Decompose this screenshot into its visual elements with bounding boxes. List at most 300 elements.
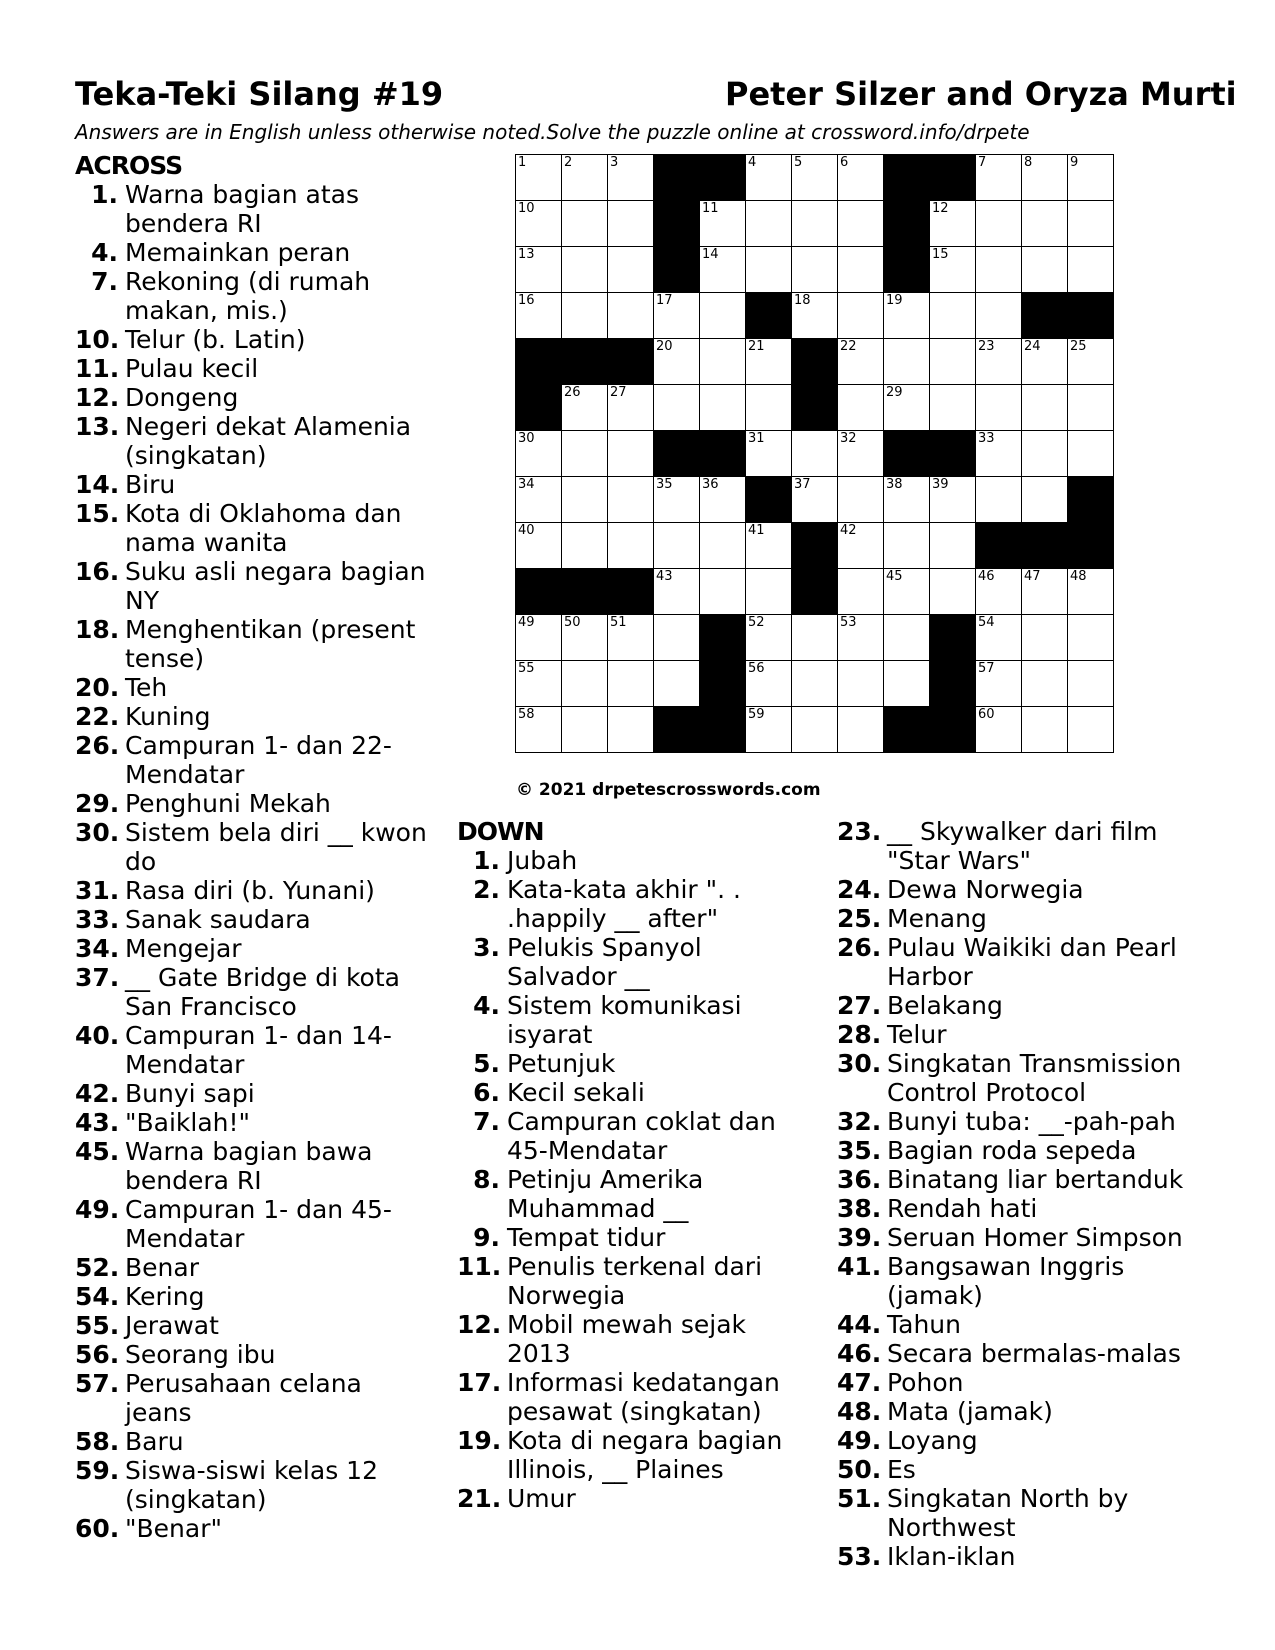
clue-number: 18.: [75, 615, 120, 644]
grid-cell[interactable]: [745, 614, 792, 661]
grid-cell[interactable]: [791, 292, 838, 339]
clue-text: Siswa-siswi kelas 12 (singkatan): [125, 1456, 378, 1514]
clue-text: Baru: [125, 1427, 184, 1456]
clue-number: 12.: [457, 1310, 502, 1339]
clue-item: [75, 934, 435, 963]
black-square: [653, 430, 700, 477]
grid-cell[interactable]: [975, 476, 1022, 523]
grid-cell[interactable]: [699, 568, 746, 615]
clue-number: 50.: [837, 1455, 882, 1484]
grid-cell[interactable]: [791, 614, 838, 661]
clue-number: 37.: [75, 963, 120, 992]
clue-item: [457, 1368, 817, 1426]
clue-item: [837, 904, 1197, 933]
across-clues: [75, 180, 435, 1543]
clue-item: [75, 354, 435, 383]
clue-item: [837, 1397, 1197, 1426]
grid-cell[interactable]: [975, 568, 1022, 615]
clue-number: 24.: [837, 875, 882, 904]
clue-number: 34.: [75, 934, 120, 963]
grid-cell[interactable]: [883, 660, 930, 707]
grid-cell[interactable]: [515, 154, 562, 201]
grid-cell[interactable]: [837, 430, 884, 477]
grid-cell[interactable]: [883, 568, 930, 615]
cell-number: 38: [886, 477, 903, 492]
black-square: [929, 614, 976, 661]
grid-cell[interactable]: [515, 660, 562, 707]
clue-item: [75, 1427, 435, 1456]
clue-text: Menang: [887, 904, 987, 933]
grid-cell[interactable]: [745, 660, 792, 707]
grid-cell[interactable]: [515, 706, 562, 753]
grid-cell[interactable]: [515, 246, 562, 293]
black-square: [883, 706, 930, 753]
clue-text: Tahun: [887, 1310, 961, 1339]
grid-cell[interactable]: [607, 430, 654, 477]
grid-cell[interactable]: [653, 338, 700, 385]
grid-cell[interactable]: [1021, 476, 1068, 523]
grid-cell[interactable]: [975, 292, 1022, 339]
grid-cell[interactable]: [1067, 384, 1114, 431]
grid-cell[interactable]: [1067, 154, 1114, 201]
clue-text: Warna bagian bawa bendera RI: [125, 1137, 373, 1195]
grid-cell[interactable]: [791, 154, 838, 201]
cell-number: 2: [564, 155, 573, 170]
grid-cell[interactable]: [653, 476, 700, 523]
clue-number: 11.: [75, 354, 120, 383]
black-square: [883, 200, 930, 247]
grid-cell[interactable]: [699, 338, 746, 385]
grid-cell[interactable]: [515, 614, 562, 661]
clue-number: 36.: [837, 1165, 882, 1194]
grid-cell[interactable]: [1021, 384, 1068, 431]
grid-cell[interactable]: [653, 660, 700, 707]
clue-item: [837, 1339, 1197, 1368]
puzzle-authors: Peter Silzer and Oryza Murti: [725, 75, 1237, 113]
clue-number: 53.: [837, 1542, 882, 1571]
black-square: [791, 338, 838, 385]
grid-cell[interactable]: [653, 292, 700, 339]
grid-cell[interactable]: [607, 292, 654, 339]
clue-number: 1.: [91, 180, 118, 209]
cell-number: 1: [518, 155, 527, 170]
cell-number: 59: [748, 707, 765, 722]
clue-item: [75, 412, 435, 470]
grid-cell[interactable]: [561, 200, 608, 247]
clue-text: Bagian roda sepeda: [887, 1136, 1137, 1165]
grid-cell[interactable]: [1021, 154, 1068, 201]
grid-cell[interactable]: [1021, 660, 1068, 707]
grid-cell[interactable]: [1067, 430, 1114, 477]
cell-number: 40: [518, 523, 535, 538]
clue-text: Informasi kedatangan pesawat (singkatan): [507, 1368, 780, 1426]
grid-cell[interactable]: [929, 476, 976, 523]
clue-item: [75, 1195, 435, 1253]
grid-cell[interactable]: [837, 246, 884, 293]
grid-cell[interactable]: [1067, 568, 1114, 615]
grid-cell[interactable]: [653, 614, 700, 661]
grid-cell[interactable]: [745, 430, 792, 477]
cell-number: 4: [748, 155, 757, 170]
clue-number: 48.: [837, 1397, 882, 1426]
grid-cell[interactable]: [1067, 660, 1114, 707]
clue-item: [837, 1252, 1197, 1310]
grid-cell[interactable]: [883, 292, 930, 339]
clue-item: [837, 1165, 1197, 1194]
clue-item: [837, 817, 1197, 875]
clue-text: Campuran 1- dan 45-Mendatar: [125, 1195, 392, 1253]
clue-text: Sistem komunikasi isyarat: [507, 991, 742, 1049]
black-square: [699, 706, 746, 753]
black-square: [791, 568, 838, 615]
cell-number: 15: [932, 247, 949, 262]
clue-text: Seruan Homer Simpson: [887, 1223, 1183, 1252]
clue-number: 11.: [457, 1252, 502, 1281]
clue-number: 31.: [75, 876, 120, 905]
cell-number: 41: [748, 523, 765, 538]
clue-number: 54.: [75, 1282, 120, 1311]
grid-cell[interactable]: [653, 522, 700, 569]
grid-cell[interactable]: [607, 522, 654, 569]
grid-cell[interactable]: [791, 430, 838, 477]
grid-cell[interactable]: [515, 476, 562, 523]
clue-text: Rekoning (di rumah makan, mis.): [125, 267, 371, 325]
grid-cell[interactable]: [561, 384, 608, 431]
grid-cell[interactable]: [1067, 246, 1114, 293]
black-square: [699, 154, 746, 201]
clue-text: Warna bagian atas bendera RI: [125, 180, 359, 238]
grid-cell[interactable]: [745, 200, 792, 247]
clue-item: [837, 1020, 1197, 1049]
clue-item: [75, 383, 435, 412]
across-heading: ACROSS: [75, 151, 183, 180]
grid-cell[interactable]: [699, 292, 746, 339]
clue-number: 58.: [75, 1427, 120, 1456]
clue-text: Bangsawan Inggris (jamak): [887, 1252, 1125, 1310]
grid-cell[interactable]: [929, 338, 976, 385]
clue-number: 33.: [75, 905, 120, 934]
grid-cell[interactable]: [975, 200, 1022, 247]
grid-cell[interactable]: [699, 384, 746, 431]
black-square: [1067, 522, 1114, 569]
cell-number: 24: [1024, 339, 1041, 354]
grid-cell[interactable]: [975, 430, 1022, 477]
grid-cell[interactable]: [883, 522, 930, 569]
clue-text: Pulau Waikiki dan Pearl Harbor: [887, 933, 1177, 991]
grid-cell[interactable]: [975, 246, 1022, 293]
grid-cell[interactable]: [975, 660, 1022, 707]
grid-cell[interactable]: [561, 292, 608, 339]
cell-number: 55: [518, 661, 535, 676]
grid-cell[interactable]: [883, 338, 930, 385]
grid-cell[interactable]: [561, 660, 608, 707]
grid-cell[interactable]: [699, 522, 746, 569]
cell-number: 34: [518, 477, 535, 492]
grid-cell[interactable]: [837, 706, 884, 753]
clue-number: 47.: [837, 1368, 882, 1397]
cell-number: 25: [1070, 339, 1087, 354]
grid-cell[interactable]: [1021, 338, 1068, 385]
clue-number: 21.: [457, 1484, 502, 1513]
cell-number: 6: [840, 155, 849, 170]
grid-cell[interactable]: [745, 384, 792, 431]
black-square: [883, 154, 930, 201]
clue-item: [837, 1107, 1197, 1136]
grid-cell[interactable]: [837, 568, 884, 615]
cell-number: 19: [886, 293, 903, 308]
grid-cell[interactable]: [929, 292, 976, 339]
grid-cell[interactable]: [561, 154, 608, 201]
grid-cell[interactable]: [607, 614, 654, 661]
clue-number: 26.: [837, 933, 882, 962]
black-square: [929, 430, 976, 477]
clue-text: Sanak saudara: [125, 905, 311, 934]
black-square: [699, 660, 746, 707]
cell-number: 3: [610, 155, 619, 170]
clue-text: Binatang liar bertanduk: [887, 1165, 1184, 1194]
clue-item: [75, 615, 435, 673]
cell-number: 42: [840, 523, 857, 538]
grid-cell[interactable]: [837, 660, 884, 707]
grid-cell[interactable]: [653, 568, 700, 615]
grid-cell[interactable]: [929, 522, 976, 569]
black-square: [1067, 292, 1114, 339]
grid-cell[interactable]: [975, 614, 1022, 661]
grid-cell[interactable]: [1067, 338, 1114, 385]
black-square: [883, 430, 930, 477]
black-square: [745, 476, 792, 523]
black-square: [1067, 476, 1114, 523]
grid-cell[interactable]: [791, 476, 838, 523]
clue-text: Rendah hati: [887, 1194, 1038, 1223]
grid-cell[interactable]: [975, 706, 1022, 753]
grid-cell[interactable]: [837, 476, 884, 523]
cell-number: 17: [656, 293, 673, 308]
clue-item: [837, 875, 1197, 904]
grid-cell[interactable]: [975, 338, 1022, 385]
grid-cell[interactable]: [791, 706, 838, 753]
clue-number: 4.: [91, 238, 118, 267]
clue-text: Biru: [125, 470, 176, 499]
grid-cell[interactable]: [1021, 430, 1068, 477]
cell-number: 37: [794, 477, 811, 492]
clue-number: 7.: [473, 1107, 500, 1136]
grid-cell[interactable]: [929, 200, 976, 247]
clue-item: [837, 1542, 1197, 1571]
grid-cell[interactable]: [699, 200, 746, 247]
clue-item: [75, 557, 435, 615]
clue-number: 20.: [75, 673, 120, 702]
grid-cell[interactable]: [929, 384, 976, 431]
clue-number: 26.: [75, 731, 120, 760]
cell-number: 50: [564, 615, 581, 630]
grid-cell[interactable]: [515, 200, 562, 247]
grid-cell[interactable]: [745, 246, 792, 293]
clue-item: [457, 1223, 817, 1252]
grid-cell[interactable]: [561, 246, 608, 293]
grid-cell[interactable]: [1021, 246, 1068, 293]
grid-cell[interactable]: [837, 292, 884, 339]
clue-text: Singkatan Transmission Control Protocol: [887, 1049, 1182, 1107]
cell-number: 52: [748, 615, 765, 630]
clue-number: 44.: [837, 1310, 882, 1339]
grid-cell[interactable]: [929, 568, 976, 615]
clue-text: Pulau kecil: [125, 354, 259, 383]
clue-number: 56.: [75, 1340, 120, 1369]
clue-number: 9.: [473, 1223, 500, 1252]
down-clues-continued: [837, 817, 1197, 1571]
clue-text: Kata-kata akhir ". . .happily __ after": [507, 875, 741, 933]
grid-cell[interactable]: [515, 522, 562, 569]
grid-cell[interactable]: [929, 246, 976, 293]
grid-cell[interactable]: [745, 338, 792, 385]
grid-cell[interactable]: [837, 154, 884, 201]
clue-text: Petunjuk: [507, 1049, 616, 1078]
cell-number: 57: [978, 661, 995, 676]
cell-number: 53: [840, 615, 857, 630]
grid-cell[interactable]: [699, 476, 746, 523]
grid-cell[interactable]: [1067, 614, 1114, 661]
clue-item: [457, 1252, 817, 1310]
grid-cell[interactable]: [561, 706, 608, 753]
clue-item: [75, 1253, 435, 1282]
clue-number: 49.: [75, 1195, 120, 1224]
clue-item: [457, 1078, 817, 1107]
grid-cell[interactable]: [607, 384, 654, 431]
clue-item: [837, 933, 1197, 991]
grid-cell[interactable]: [561, 430, 608, 477]
clue-text: Campuran 1- dan 22-Mendatar: [125, 731, 392, 789]
clue-text: Petinju Amerika Muhammad __: [507, 1165, 704, 1223]
grid-cell[interactable]: [561, 476, 608, 523]
grid-cell[interactable]: [607, 706, 654, 753]
clue-item: [75, 1514, 435, 1543]
cell-number: 5: [794, 155, 803, 170]
grid-cell[interactable]: [607, 660, 654, 707]
clue-text: Campuran coklat dan 45-Mendatar: [507, 1107, 776, 1165]
clue-text: Loyang: [887, 1426, 978, 1455]
grid-cell[interactable]: [745, 154, 792, 201]
grid-cell[interactable]: [745, 522, 792, 569]
clue-text: Kota di Oklahoma dan nama wanita: [125, 499, 402, 557]
clue-text: Campuran 1- dan 14-Mendatar: [125, 1021, 392, 1079]
clue-number: 2.: [473, 875, 500, 904]
clue-number: 10.: [75, 325, 120, 354]
clue-text: Penulis terkenal dari Norwegia: [507, 1252, 763, 1310]
black-square: [975, 522, 1022, 569]
grid-cell[interactable]: [883, 476, 930, 523]
clue-item: [457, 933, 817, 991]
grid-cell[interactable]: [1021, 200, 1068, 247]
black-square: [929, 706, 976, 753]
grid-cell[interactable]: [1067, 706, 1114, 753]
black-square: [653, 154, 700, 201]
grid-cell[interactable]: [883, 384, 930, 431]
clue-number: 17.: [457, 1368, 502, 1397]
clue-number: 39.: [837, 1223, 882, 1252]
clue-number: 43.: [75, 1108, 120, 1137]
black-square: [791, 384, 838, 431]
clue-item: [75, 789, 435, 818]
clue-item: [837, 1223, 1197, 1252]
grid-cell[interactable]: [745, 568, 792, 615]
clue-item: [75, 1079, 435, 1108]
grid-cell[interactable]: [975, 384, 1022, 431]
grid-cell[interactable]: [975, 154, 1022, 201]
grid-cell[interactable]: [837, 200, 884, 247]
clue-text: Tempat tidur: [507, 1223, 666, 1252]
clue-item: [75, 267, 435, 325]
grid-cell[interactable]: [883, 614, 930, 661]
across-clue-list: [75, 151, 435, 1543]
grid-cell[interactable]: [515, 430, 562, 477]
grid-cell[interactable]: [745, 706, 792, 753]
clue-item: [75, 876, 435, 905]
clue-text: __ Skywalker dari film "Star Wars": [887, 817, 1158, 875]
grid-cell[interactable]: [607, 154, 654, 201]
grid-cell[interactable]: [791, 246, 838, 293]
clue-number: 15.: [75, 499, 120, 528]
grid-cell[interactable]: [1021, 568, 1068, 615]
clue-item: [75, 1340, 435, 1369]
grid-cell[interactable]: [791, 200, 838, 247]
grid-cell[interactable]: [561, 614, 608, 661]
grid-cell[interactable]: [791, 660, 838, 707]
grid-cell[interactable]: [607, 200, 654, 247]
clue-item: [75, 818, 435, 876]
grid-cell[interactable]: [837, 522, 884, 569]
grid-cell[interactable]: [837, 614, 884, 661]
clue-number: 45.: [75, 1137, 120, 1166]
cell-number: 43: [656, 569, 673, 584]
clue-text: Seorang ibu: [125, 1340, 276, 1369]
black-square: [929, 154, 976, 201]
clue-item: [457, 1049, 817, 1078]
grid-cell[interactable]: [515, 292, 562, 339]
cell-number: 12: [932, 201, 949, 216]
cell-number: 26: [564, 385, 581, 400]
cell-number: 31: [748, 431, 765, 446]
clue-text: Pelukis Spanyol Salvador __: [507, 933, 702, 991]
grid-cell[interactable]: [1067, 200, 1114, 247]
grid-cell[interactable]: [607, 246, 654, 293]
clue-item: [75, 1282, 435, 1311]
clue-number: 52.: [75, 1253, 120, 1282]
black-square: [515, 384, 562, 431]
clue-text: Teh: [125, 673, 168, 702]
grid-cell[interactable]: [837, 384, 884, 431]
grid-cell[interactable]: [699, 246, 746, 293]
grid-cell[interactable]: [1021, 614, 1068, 661]
cell-number: 49: [518, 615, 535, 630]
clue-number: 16.: [75, 557, 120, 586]
clue-text: Singkatan North by Northwest: [887, 1484, 1129, 1542]
clue-number: 32.: [837, 1107, 882, 1136]
grid-cell[interactable]: [653, 384, 700, 431]
puzzle-title: Teka-Teki Silang #19: [75, 75, 444, 113]
grid-cell[interactable]: [1021, 706, 1068, 753]
grid-cell[interactable]: [607, 476, 654, 523]
clue-item: [75, 1456, 435, 1514]
black-square: [745, 292, 792, 339]
grid-cell[interactable]: [837, 338, 884, 385]
clue-number: 25.: [837, 904, 882, 933]
black-square: [791, 522, 838, 569]
black-square: [1021, 292, 1068, 339]
clue-item: [837, 1136, 1197, 1165]
grid-cell[interactable]: [561, 522, 608, 569]
cell-number: 13: [518, 247, 535, 262]
